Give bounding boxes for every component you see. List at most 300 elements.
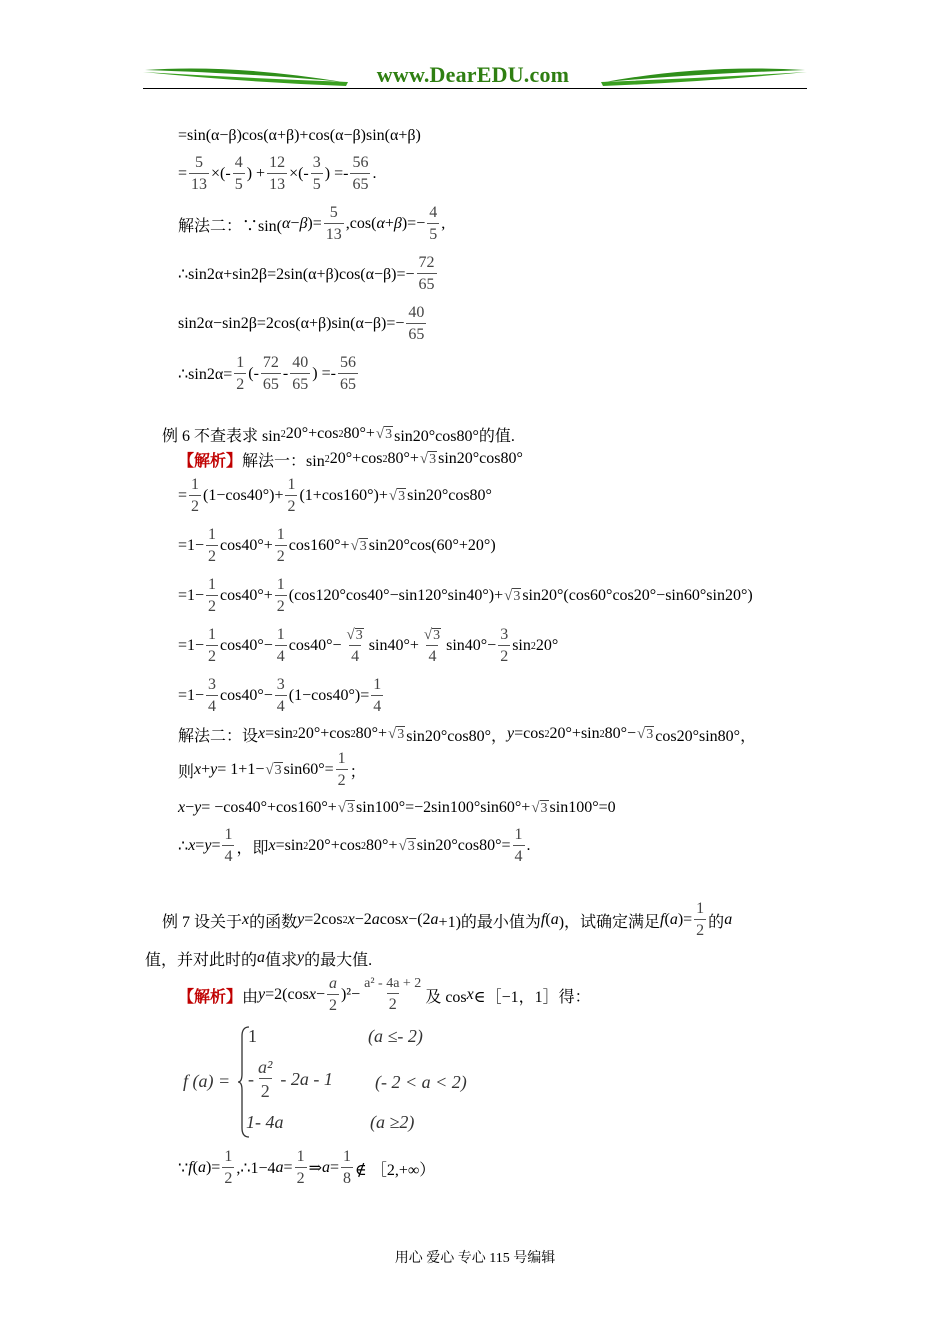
sup: 2 (303, 840, 309, 852)
den: 13 (189, 173, 209, 193)
num: 5 (329, 204, 338, 221)
sqrt (420, 451, 437, 468)
num: 1 (696, 900, 705, 917)
text: ∴ (178, 838, 189, 855)
num: 1 (208, 526, 217, 543)
text: cos (379, 911, 402, 928)
var: x (188, 837, 196, 854)
radicand: 3 (646, 726, 654, 742)
text: = (283, 1159, 293, 1176)
fraction (275, 527, 287, 565)
text: cos40°− (220, 687, 273, 704)
text: 20°+cos (285, 425, 339, 442)
num: 3 (500, 626, 509, 643)
text: ×(- (289, 165, 309, 182)
var: y (258, 986, 266, 1003)
den: 65 (290, 373, 310, 393)
num: 1 (276, 576, 285, 593)
radicand: 3 (429, 451, 437, 467)
text: )²− (340, 986, 361, 1003)
case-1-cond: (a ≤- 2) (368, 1026, 423, 1046)
sup: 2 (324, 453, 330, 465)
text: 及 cos (425, 988, 467, 1006)
den: 5 (233, 173, 245, 193)
num: 3 (208, 676, 217, 693)
text: 80°+ (366, 837, 398, 854)
den: 65 (261, 373, 281, 393)
ex6-line-9 (178, 790, 616, 826)
case-2-expr (248, 1058, 333, 1100)
var: x (466, 986, 474, 1003)
text: 80°+ (387, 450, 419, 467)
fraction (427, 205, 439, 243)
var: α (376, 215, 385, 232)
num (344, 627, 367, 645)
text: ( (664, 911, 670, 928)
num: 40 (292, 354, 309, 371)
sup: 2 (599, 728, 605, 740)
fraction (233, 155, 245, 193)
sup: 2 (530, 640, 536, 652)
text: - (248, 1068, 254, 1089)
den: 2 (336, 769, 348, 789)
fraction (324, 205, 344, 243)
fraction (189, 155, 209, 193)
num: 1 (343, 1148, 351, 1165)
var: y (210, 761, 218, 778)
case-2-cond: (- 2 < a < 2) (375, 1072, 467, 1092)
sqrt (531, 800, 548, 817)
fraction (311, 155, 323, 193)
text: 的最大值. (304, 951, 373, 969)
text: ×(- (211, 165, 231, 182)
text: )= (677, 911, 693, 928)
text: = (178, 487, 188, 504)
text: + (201, 761, 211, 778)
text: 的函数 (249, 913, 298, 931)
var: a (197, 1159, 206, 1176)
text: , (441, 215, 446, 232)
num: 3 (276, 676, 285, 693)
var: a (669, 911, 678, 928)
text: ( (545, 911, 551, 928)
radicand: 3 (347, 800, 355, 816)
sup: 2 (292, 728, 298, 740)
text: + (384, 215, 394, 232)
fraction (222, 1149, 234, 1187)
text: 80°+ (343, 425, 375, 442)
text: ∵ (178, 1160, 189, 1177)
radicand: 3 (274, 762, 282, 778)
fraction (498, 627, 510, 665)
text: 20°+cos (308, 837, 362, 854)
text: 例 7 设关于 (162, 913, 243, 931)
fraction (275, 627, 287, 665)
text: = (329, 1159, 339, 1176)
var: x (194, 761, 202, 778)
num: 72 (262, 354, 279, 371)
num: a² (258, 1057, 273, 1077)
var: x (347, 911, 355, 928)
text: (- (248, 365, 259, 382)
radical-icon: √ (388, 487, 398, 504)
text: − (315, 986, 325, 1003)
analysis-tag: 【解析】 (178, 452, 243, 470)
var: x (242, 911, 250, 928)
fraction (295, 1149, 307, 1187)
text: sin2α−sin2β=2cos(α+β)sin(α−β)=− (178, 315, 405, 332)
text: = (211, 837, 221, 854)
num: 1 (191, 476, 200, 493)
radicand: 3 (385, 426, 393, 442)
text: sin60°= (283, 761, 334, 778)
text: - 2a - 1 (280, 1068, 333, 1089)
text: =2(cos (265, 986, 309, 1003)
case-1-expr: 1 (248, 1026, 257, 1046)
radicand: 3 (407, 838, 415, 854)
text: =cos (514, 725, 545, 742)
ex7-line-1 (178, 977, 591, 1013)
text: sin20°cos80° (438, 450, 523, 467)
sqrt (398, 838, 415, 855)
text: sin20°cos80° (407, 487, 492, 504)
ex6-line-1 (178, 441, 523, 477)
den: 2 (295, 1167, 307, 1187)
num: 4 (429, 204, 438, 221)
num: 72 (418, 254, 435, 271)
text: (1+cos160°)+ (299, 487, 388, 504)
den: 2 (189, 495, 201, 515)
num: a (328, 975, 337, 992)
var: f (188, 1159, 193, 1176)
num: 1 (296, 1148, 305, 1165)
text: ∈［−1，1］得： (473, 988, 591, 1006)
text: sin20°cos(60°+20°) (368, 537, 496, 554)
text: =sin (275, 837, 304, 854)
den: 2 (275, 545, 287, 565)
var: x (178, 799, 186, 816)
eq-line-6 (178, 356, 360, 392)
den: 2 (222, 1167, 234, 1187)
den: 2 (206, 645, 218, 665)
den: 2 (327, 994, 339, 1014)
text: sin (512, 637, 531, 654)
num: 40 (408, 304, 425, 321)
radical-icon: √ (398, 837, 407, 854)
ex6-line-7 (178, 716, 756, 752)
sqrt (388, 726, 405, 743)
case-3-expr: 1- 4a (246, 1112, 284, 1132)
var: α (282, 215, 291, 232)
var: a (321, 1159, 330, 1176)
sqrt (265, 762, 282, 779)
num: 1 (236, 354, 245, 371)
den: 65 (350, 173, 370, 193)
num: 3 (312, 154, 321, 171)
text: = (178, 165, 188, 182)
text: ) + (246, 165, 266, 182)
fraction (338, 355, 358, 393)
den: 13 (324, 223, 344, 243)
var: y (507, 725, 515, 742)
den: 2 (206, 595, 218, 615)
sqrt (504, 588, 521, 605)
var: a (724, 911, 733, 928)
num: 5 (195, 154, 204, 171)
text: ⇒ (308, 1160, 322, 1177)
ex6-line-3 (178, 528, 496, 564)
text: sin20°cos80°， (406, 727, 508, 745)
text: )= (307, 215, 322, 232)
radical-icon: √ (375, 425, 385, 442)
num: 1 (208, 626, 217, 643)
sqrt (637, 726, 654, 743)
analysis-tag: 【解析】 (178, 988, 243, 1006)
radicand: 3 (355, 627, 363, 643)
fraction (327, 976, 339, 1014)
text: . (372, 165, 377, 182)
fraction (694, 901, 706, 939)
text: )，试确定满足 (558, 913, 661, 931)
den: 2 (694, 919, 706, 939)
den: 5 (311, 173, 323, 193)
num (421, 627, 444, 645)
text: −(2 (408, 911, 431, 928)
radical-icon: √ (346, 626, 355, 643)
fraction (222, 827, 234, 865)
fraction (513, 827, 525, 865)
text: sin40°+ (368, 637, 419, 654)
piecewise-lhs: f (a) = (183, 1071, 231, 1091)
fraction (362, 977, 423, 1013)
text: (1−cos40°)= (288, 687, 370, 704)
text: 值求 (265, 951, 298, 969)
var: y (194, 799, 202, 816)
eq-line-5 (178, 306, 428, 342)
fraction (275, 677, 287, 715)
radical-icon: √ (423, 626, 433, 643)
text: )=− (401, 215, 426, 232)
den: 8 (341, 1167, 353, 1187)
num: 1 (276, 526, 285, 543)
sqrt (376, 426, 393, 443)
text: ∉ ［2,+∞） (355, 1161, 436, 1179)
text: 20° (535, 637, 559, 654)
sqrt (338, 800, 355, 817)
fraction (261, 355, 281, 393)
den: 2 (206, 545, 218, 565)
fraction (421, 627, 444, 665)
num: 1 (514, 826, 523, 843)
eq-line-3 (178, 206, 445, 242)
den: 65 (406, 323, 426, 343)
text: - (282, 365, 289, 382)
text: 20°+cos (329, 450, 383, 467)
fraction (256, 1058, 274, 1100)
radicand: 3 (359, 538, 367, 554)
fraction (341, 1149, 353, 1187)
den: 5 (427, 223, 439, 243)
den: 4 (349, 645, 361, 665)
text: 解法二：设 (178, 727, 259, 745)
var: y (297, 911, 305, 928)
text: +1)的最小值为 (438, 913, 541, 931)
radicand: 3 (433, 627, 441, 643)
text: 解法一：sin (242, 452, 325, 470)
text: cos40°+ (220, 537, 273, 554)
radical-icon: √ (337, 799, 347, 816)
case-3-cond: (a ≥2) (370, 1112, 415, 1132)
text: 值，并对此时的 (145, 951, 258, 969)
den: 2 (498, 645, 510, 665)
text: ，即 (236, 839, 269, 857)
text: 由 (242, 988, 259, 1006)
radical-icon: √ (265, 761, 274, 778)
den: 2 (387, 993, 399, 1013)
den: 2 (275, 595, 287, 615)
text: ,cos( (345, 215, 377, 232)
text: =1− (178, 687, 205, 704)
radicand: 3 (398, 488, 406, 504)
den: 4 (206, 695, 218, 715)
text: sin20°(cos60°cos20°−sin60°sin20°) (522, 587, 753, 604)
den: 2 (234, 373, 246, 393)
text: ∴sin2α= (178, 366, 233, 383)
radical-icon: √ (531, 799, 540, 816)
den: 65 (338, 373, 358, 393)
fraction (275, 577, 287, 615)
text: −2 (354, 911, 372, 928)
var: x (258, 725, 266, 742)
ex6-line-4 (178, 578, 753, 614)
text: 则 (178, 763, 195, 781)
text: cos40°+ (220, 587, 273, 604)
page-footer: 用心 爱心 专心 115 号编辑 (394, 1251, 556, 1266)
text: cos160°+ (288, 537, 350, 554)
example-7-title-cont (145, 940, 372, 976)
text: =sin (265, 725, 293, 742)
text: ； (349, 763, 366, 781)
sqrt (424, 628, 441, 643)
text: − (185, 799, 195, 816)
text: ) =- (312, 365, 336, 382)
eq-line-4 (178, 256, 439, 292)
var: f (660, 911, 665, 928)
ex7-line-2 (178, 1150, 435, 1186)
text: = −cos40°+cos160°+ (201, 799, 337, 816)
eq-line-2 (178, 156, 376, 192)
num: 1 (337, 750, 346, 767)
sup: 2 (544, 728, 550, 740)
den: 2 (285, 495, 297, 515)
var: a (257, 949, 266, 966)
text: 解法二：∵sin( (178, 217, 283, 235)
text: ∴sin2α+sin2β=2sin(α+β)cos(α−β)=− (178, 266, 415, 283)
num: 1 (373, 676, 382, 693)
fraction (344, 627, 367, 665)
var: x (401, 911, 409, 928)
den: 4 (222, 845, 234, 865)
fraction (206, 627, 218, 665)
var: x (268, 837, 276, 854)
den: 4 (513, 845, 525, 865)
text: 20°+cos (297, 725, 351, 742)
text: ) =- (324, 165, 349, 182)
var: β (299, 215, 308, 232)
text: =sin(α−β)cos(α+β)+cos(α−β)sin(α+β) (178, 127, 421, 144)
sup: 2 (342, 914, 348, 926)
text: )= (205, 1159, 221, 1176)
den: 13 (267, 173, 287, 193)
ex6-line-2 (178, 478, 492, 514)
fraction (371, 677, 383, 715)
num: a² - 4a + 2 (364, 976, 422, 991)
sqrt (347, 628, 364, 643)
num: 4 (234, 154, 243, 171)
text: 80°− (604, 725, 637, 742)
var: a (550, 911, 559, 928)
text: 80°+ (355, 725, 387, 742)
site-logo-text: www.DearEDU.com (376, 62, 570, 87)
fraction (285, 477, 297, 515)
text: (cos120°cos40°−sin120°sin40°)+ (288, 587, 504, 604)
header-rule (143, 88, 807, 89)
text: − (290, 215, 300, 232)
sup: 2 (382, 453, 388, 465)
text: cos40°− (288, 637, 342, 654)
var: x (308, 986, 316, 1003)
den: 2 (259, 1078, 272, 1100)
ex6-line-6 (178, 678, 385, 714)
num: 1 (224, 826, 233, 843)
text: sin40°− (446, 637, 497, 654)
fraction (336, 751, 348, 789)
var: a (371, 911, 380, 928)
text: cos20°sin80°， (655, 727, 757, 745)
text: 20°+sin (549, 725, 600, 742)
var: a (430, 911, 439, 928)
sqrt (389, 488, 406, 505)
num: 12 (269, 154, 286, 171)
text: 的 (708, 913, 725, 931)
radical-icon: √ (419, 450, 429, 467)
num: 56 (352, 154, 369, 171)
fraction (206, 677, 218, 715)
fraction (267, 155, 287, 193)
var: β (393, 215, 402, 232)
radical-icon: √ (504, 587, 513, 604)
text: = (195, 837, 205, 854)
den: 4 (275, 695, 287, 715)
text: ( (192, 1159, 198, 1176)
fraction (189, 477, 201, 515)
text: . (526, 837, 531, 854)
ex6-line-10 (178, 828, 531, 864)
sup: 2 (361, 840, 367, 852)
text: = 1+1− (217, 761, 265, 778)
num: 1 (224, 1148, 233, 1165)
radical-icon: √ (637, 725, 646, 742)
radicand: 3 (540, 800, 548, 816)
num: 1 (208, 576, 217, 593)
eq-line-1 (178, 118, 421, 154)
fraction (350, 155, 370, 193)
ex6-line-8 (178, 752, 366, 788)
fraction (206, 577, 218, 615)
var: y (297, 949, 305, 966)
text: sin20°cos80°= (416, 837, 511, 854)
radical-icon: √ (388, 725, 397, 742)
